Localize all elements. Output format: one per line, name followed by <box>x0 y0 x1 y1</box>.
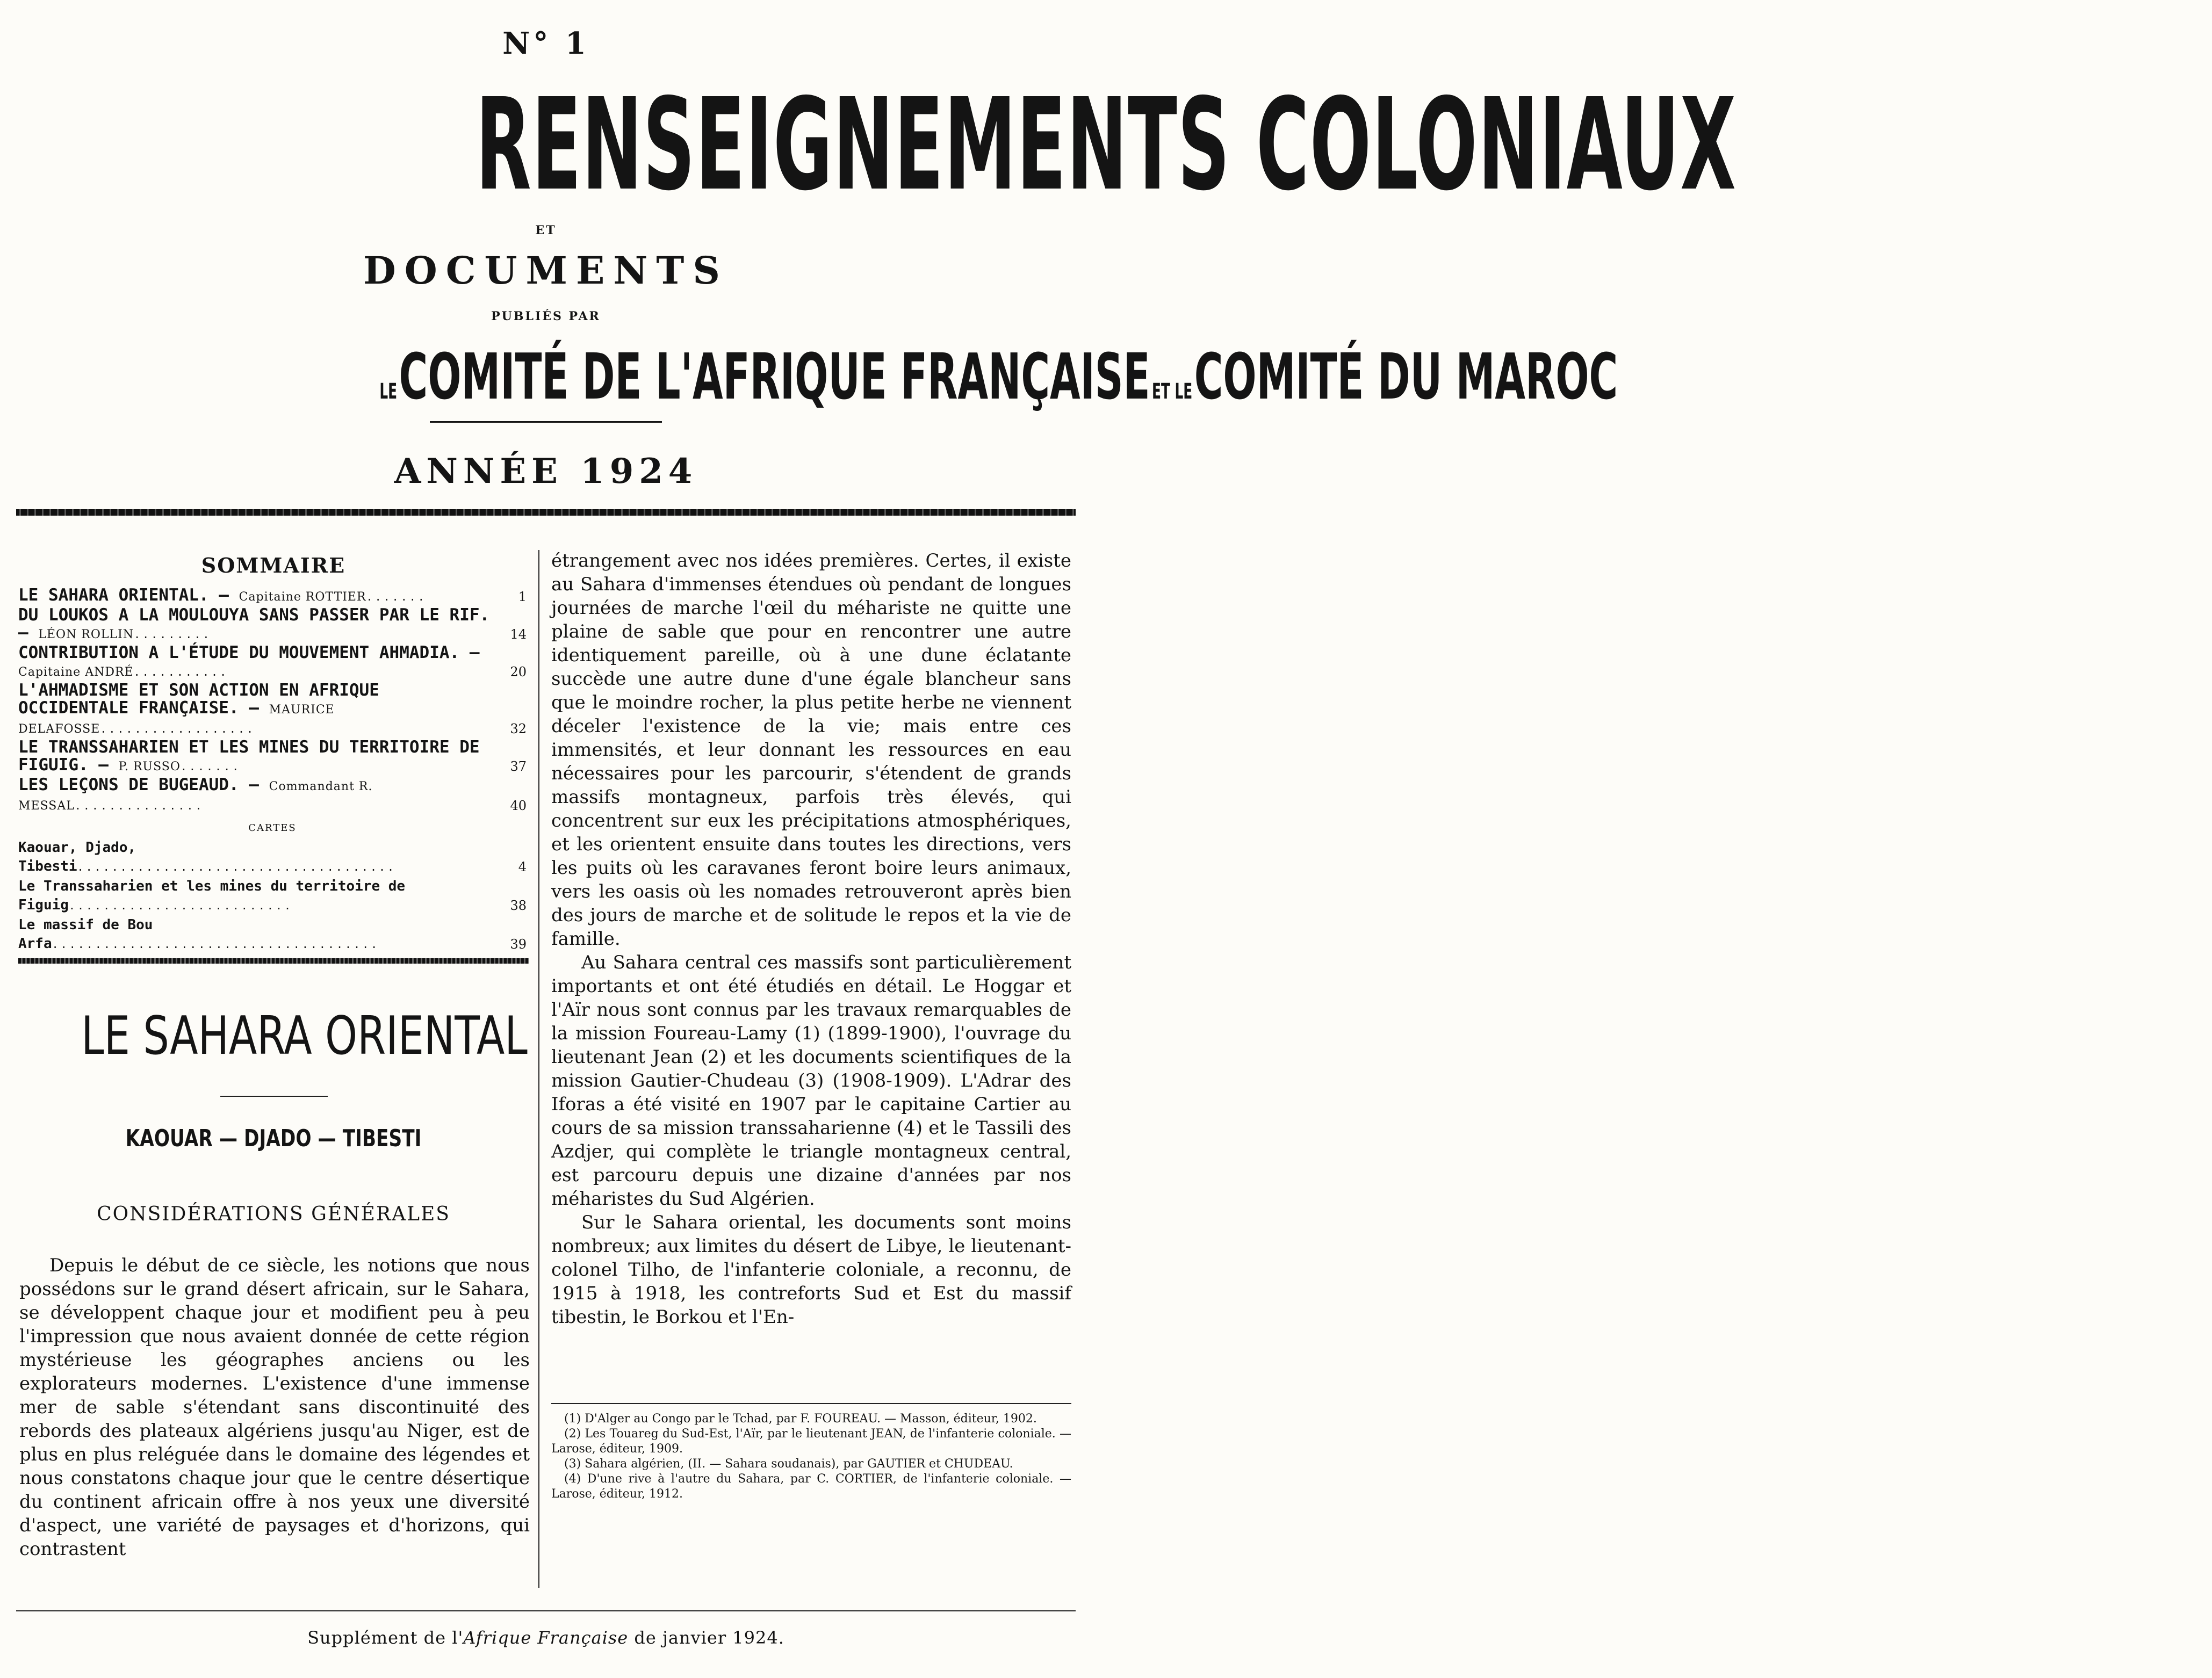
map-entry[interactable]: Le Transsaharien et les mines du territoire de Figuig.......................... 38 <box>18 878 527 913</box>
right-column-text <box>551 549 1071 1329</box>
journal-name: Afrique Française <box>463 1628 629 1648</box>
footnote: (4) D'une rive à l'autre du Sahara, par C. CORTIER, de l'infanterie coloniale. — Larose, éditeur, 1912. <box>551 1472 1071 1501</box>
toc-entry[interactable]: CONTRIBUTION A L'ÉTUDE DU MOUVEMENT AHMADIA. — Capitaine ANDRÉ........... 20 <box>18 643 527 679</box>
masthead-title <box>0 71 1737 219</box>
body-paragraph: Depuis le début de ce siècle, les notions que nous possédons sur le grand désert africain, sur le Sahara, se développent chaque jour et modifient peu à peu l'impression que nous avaient donnée de cette région mystérieuse les géographes anciens ou les explorateurs modernes. L'existence d'une immense mer de sable s'étendant sans discontinuité des rebords des plateaux algériens jusqu'au Niger, est de plus en plus reléguée dans le domaine des légendes et nous constatons chaque jour que le centre désertique du continent africain offre à nos yeux une diversité d'aspect, une variété de paysages et d'horizons, qui contrastent <box>19 1255 530 1560</box>
footnote: (2) Les Touareg du Sud-Est, l'Aïr, par le lieutenant JEAN, de l'infanterie coloniale. — Larose, éditeur, 1909. <box>551 1427 1071 1456</box>
article-title: LE SAHARA ORIENTAL <box>81 1006 528 1067</box>
ornamental-bar-top <box>16 509 1076 516</box>
masthead-text: RENSEIGNEMENTS COLONIAUX <box>475 71 1737 219</box>
footnote: (3) Sahara algérien, (II. — Sahara soudanais), par GAUTIER et CHUDEAU. <box>564 1457 1013 1471</box>
toc-entry[interactable]: L'AHMADISME ET SON ACTION EN AFRIQUE OCCIDENTALE FRANÇAISE. — MAURICE DELAFOSSE.................. 32 <box>18 681 527 736</box>
toc-entry[interactable]: DU LOUKOS A LA MOULOUYA SANS PASSER PAR LE RIF. — LÉON ROLLIN......... 14 <box>18 605 527 642</box>
publies-par-label: PUBLIÉS PAR <box>491 309 601 323</box>
footnotes <box>551 1412 1071 1502</box>
toc-entry[interactable]: LES LEÇONS DE BUGEAUD. — Commandant R. MESSAL............... 40 <box>18 775 527 813</box>
footnote: (1) D'Alger au Congo par le Tchad, par F. FOUREAU. — Masson, éditeur, 1902. <box>564 1412 1037 1426</box>
body-paragraph: Au Sahara central ces massifs sont particulièrement importants et ont été étudiés en détail. Le Hoggar et l'Aïr nous sont connus par les travaux remarquables de la mission Foureau-Lamy (1) (1899-1900), l'ouvrage du lieutenant Jean (2) et les documents scientifiques de la mission Gautier-Chudeau (3) (1908-1909). L'Adrar des Iforas a été visité en 1907 par le capitaine Cartier au cours de sa mission transsaharienne (4) et le Tassili des Azdjer, qui complète le triangle montagneux central, est parcouru depuis une dizaine d'années par nos méharistes du Sud Algérien. <box>551 952 1071 1210</box>
cartes-label: CARTES <box>248 822 297 834</box>
le-label-1: LE <box>379 379 398 404</box>
sommaire-title: SOMMAIRE <box>201 553 346 577</box>
footnote-divider <box>551 1403 1071 1404</box>
article-subtitle: KAOUAR — DJADO — TIBESTI <box>125 1125 422 1152</box>
comite-afrique: COMITÉ DE L'AFRIQUE FRANÇAISE <box>399 339 1150 414</box>
supplement-line: Supplément de l'Afrique Française de janvier 1924. <box>307 1628 784 1648</box>
et-label: ET <box>535 223 557 237</box>
comite-maroc: COMITÉ DU MAROC <box>1194 339 1618 414</box>
ornamental-bar-mid <box>18 958 529 964</box>
body-paragraph: Sur le Sahara oriental, les documents sont moins nombreux; aux limites du désert de Libye, le lieutenant-colonel Tilho, de l'infanterie coloniale, a reconnu, de 1915 à 1918, les contreforts Sud et Est du massif tibestin, le Borkou et l'En- <box>551 1212 1071 1328</box>
committee-line <box>0 339 1618 414</box>
map-entry[interactable]: Le massif de Bou Arfa...................................... 39 <box>18 917 527 952</box>
body-paragraph: étrangement avec nos idées premières. Certes, il existe au Sahara d'immenses étendues où pendant de longues journées de marche l'œil du méhariste ne quitte une plaine de sable que pour en rencontrer une autre identiquement pareille, où à une dune éclatante succède une autre dune d'une égale blancheur sans que le moindre rocher, la plus petite herbe ne viennent déceler l'existence de la vie; mais entre ces immensités, et leur donnant les ressources en eau nécessaires pour les parcourir, s'étendent de grands massifs montagneux, parfois très élevés, qui concentrent sur eux les précipitations atmosphériques, et les orientent ensuite dans toutes les directions, vers les puits où les caravanes feront boire leurs animaux, vers les oasis où les nomades retrouveront après bien des jours de marche et de solitude le repos et la vie de famille. <box>551 550 1071 950</box>
column-divider <box>538 550 539 1588</box>
issue-number: N° 1 <box>502 26 589 61</box>
map-entry[interactable]: Kaouar, Djado, Tibesti..................................... 4 <box>18 840 527 874</box>
table-of-contents <box>18 587 527 954</box>
header-divider <box>430 421 662 423</box>
documents-title: DOCUMENTS <box>363 248 729 293</box>
toc-entry[interactable]: LE TRANSSAHARIEN ET LES MINES DU TERRITOIRE DE FIGUIG. — P. RUSSO....... 37 <box>18 737 527 775</box>
left-column-text <box>19 1254 530 1561</box>
et-le-label: ET LE <box>1152 379 1193 404</box>
footer-divider <box>16 1610 1076 1611</box>
year-title: ANNÉE 1924 <box>394 451 698 491</box>
title-divider <box>220 1096 328 1097</box>
section-heading: CONSIDÉRATIONS GÉNÉRALES <box>97 1203 450 1225</box>
toc-entry[interactable]: LE SAHARA ORIENTAL. — Capitaine ROTTIER....... 1 <box>18 585 527 605</box>
